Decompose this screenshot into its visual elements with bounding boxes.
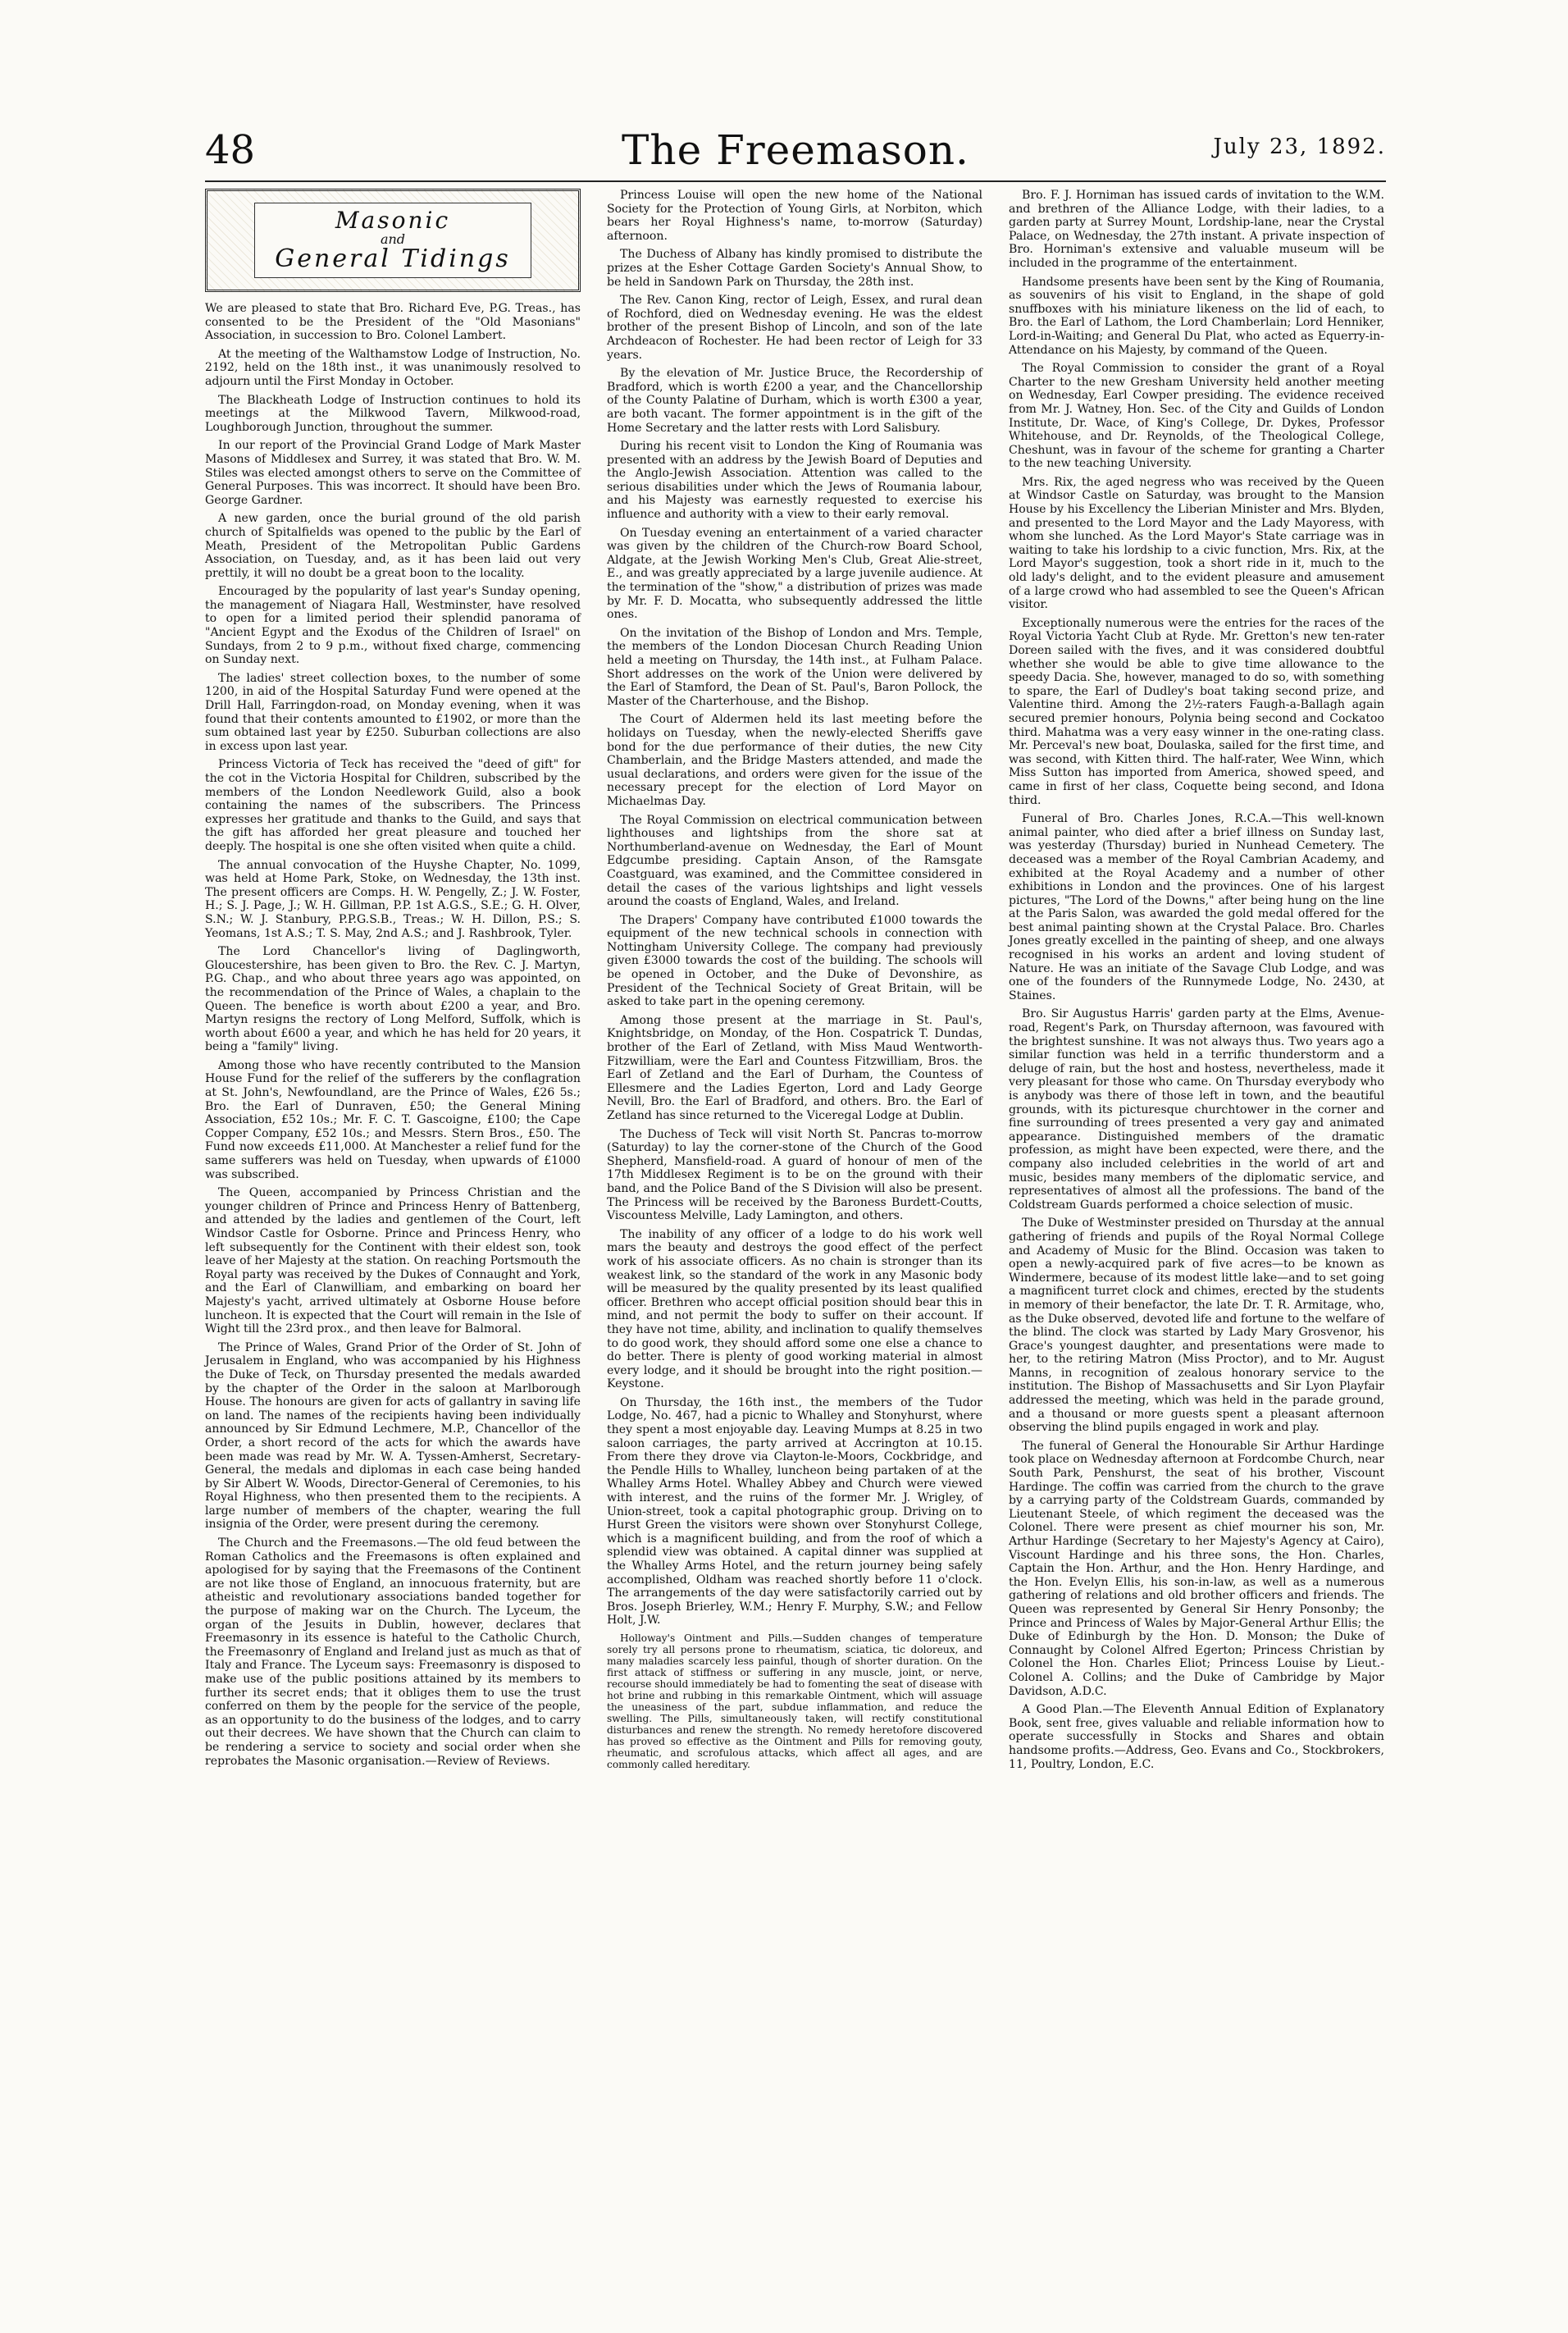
issue-date: July 23, 1892.	[1213, 135, 1386, 159]
section-banner	[205, 189, 581, 292]
paragraph: In our report of the Provincial Grand Lodge of Mark Master Masons of Middlesex and Surrey, it was stated that Bro. W. M. Stiles was elected amongst others to serve on the Committee of General Purposes. This was incorrect. It should have been Bro. George Gardner.	[205, 439, 581, 507]
banner-text	[254, 203, 531, 278]
advertisement-holloway: Holloway's Ointment and Pills.—Sudden changes of temperature sorely try all persons prone to rheumatism, sciatica, tic doloreux, and many maladies scarcely less painful, though of shorter duration. On the first attack of stiffness or suffering in any muscle, joint, or nerve, recourse should immediately be had to fomenting the seat of disease with hot brine and rubbing in this remarkable Ointment, which will assuage the uneasiness of the part, subdue inflammation, and reduce the swelling. The Pills, simultaneously taken, will rectify constitutional disturbances and renew the strength. No remedy heretofore discovered has proved so effective as the Ointment and Pills for removing gouty, rheumatic, and scrofulous attacks, which affect all ages, and are commonly called hereditary.	[607, 1632, 982, 1770]
paragraph: We are pleased to state that Bro. Richard Eve, P.G. Treas., has consented to be the President of the "Old Masonians" Association, in succession to Bro. Colonel Lambert.	[205, 302, 581, 343]
banner-line-general-tidings: General Tidings	[275, 244, 511, 274]
column-1	[205, 189, 581, 1773]
paragraph: The annual convocation of the Huyshe Chapter, No. 1099, was held at Home Park, Stoke, on Wednesday, the 13th inst. The present officers are Comps. H. W. Pengelly, Z.; J. W. Foster, H.; S. J. Page, J.; W. H. Gillman, P.P. 1st A.G.S., S.E.; G. H. Olver, S.N.; W. J. Stanbury, P.P.G.S.B., Treas.; W. H. Dillon, P.S.; S. Yeomans, 1st A.S.; T. S. May, 2nd A.S.; and J. Rashbrook, Tyler.	[205, 858, 581, 940]
paragraph: The Duke of Westminster presided on Thursday at the annual gathering of friends and pupils of the Royal Normal College and Academy of Music for the Blind. Occasion was taken to open a newly-acquired park of five acres—to be known as Windermere, because of its modest little lake—and to set going a magnificent turret clock and chimes, erected by the students in memory of their benefactor, the late Dr. T. R. Armitage, who, as the Duke observed, devoted life and fortune to the welfare of the blind. The clock was started by Lady Mary Grosvenor, his Grace's youngest daughter, and presentations were made to her, to the retiring Matron (Miss Proctor), and to Mr. August Manns, in recognition of zealous honorary service to the institution. The Bishop of Massachusetts and Sir Lyon Playfair addressed the meeting, which was held in the parade ground, and a thousand or more guests spent a pleasant afternoon observing the blind pupils engaged in work and play.	[1009, 1217, 1384, 1435]
paragraph: The Blackheath Lodge of Instruction continues to hold its meetings at the Milkwood Tavern, Milkwood-road, Loughborough Junction, throughout the summer.	[205, 393, 581, 434]
paragraph: Exceptionally numerous were the entries for the races of the Royal Victoria Yacht Club at Ryde. Mr. Gretton's new ten-rater Doreen sailed with the fives, and it was considered doubtful whether she would be able to give time allowance to the speedy Dacia. She, however, managed to do so, with something to spare, the Earl of Dudley's boat taking second prize, and Valentine third. Among the 2½-raters Faugh-a-Ballagh again secured premier honours, Polynia being second and Cockatoo third. Mahatma was a very easy winner in the one-rating class. Mr. Perceval's new boat, Doulaska, sailed for the first time, and was second, with Kitten third. The half-rater, Wee Winn, which Miss Sutton has imported from America, showed speed, and came in first of her class, Coquette being second, and Idona third.	[1009, 616, 1384, 807]
paragraph: The Duchess of Albany has kindly promised to distribute the prizes at the Esher Cottage Garden Society's Annual Show, to be held in Sandown Park on Thursday, the 28th inst.	[607, 248, 982, 289]
paragraph: The funeral of General the Honourable Sir Arthur Hardinge took place on Wednesday afternoon at Fordcombe Church, near South Park, Penshurst, the seat of his brother, Viscount Hardinge. The coffin was carried from the church to the grave by a carrying party of the Coldstream Guards, commanded by Lieutenant Steele, of which regiment the deceased was the Colonel. There were present as chief mourner his son, Mr. Arthur Hardinge (Secretary to her Majesty's Agency at Cairo), Viscount Hardinge and his three sons, the Hon. Charles, Captain the Hon. Arthur, and the Hon. Henry Hardinge, and the Hon. Evelyn Ellis, his son-in-law, as well as a numerous gathering of relations and old brother officers and friends. The Queen was represented by General Sir Henry Ponsonby; the Prince and Princess of Wales by Major-General Arthur Ellis; the Duke of Edinburgh by the Hon. D. Monson; the Duke of Connaught by Colonel Alfred Egerton; Princess Christian by Colonel the Hon. Charles Eliot; Princess Louise by Lieut.-Colonel A. Collins; and the Duke of Cambridge by Major Davidson, A.D.C.	[1009, 1439, 1384, 1698]
paragraph: The Duchess of Teck will visit North St. Pancras to-morrow (Saturday) to lay the corner-stone of the Church of the Good Shepherd, Mansfield-road. A guard of honour of men of the 17th Middlesex Regiment is to be on the ground with their band, and the Police Band of the S Division will also be present. The Princess will be received by the Baroness Burdett-Coutts, Viscountess Melville, Lady Lamington, and others.	[607, 1127, 982, 1223]
paragraph: During his recent visit to London the King of Roumania was presented with an address by the Jewish Board of Deputies and the Anglo-Jewish Association. Attention was called to the serious disabilities under which the Jews of Roumania labour, and his Majesty was earnestly requested to exercise his influence and authority with a view to their early removal.	[607, 440, 982, 522]
column-3	[1009, 189, 1384, 1776]
paragraph: A new garden, once the burial ground of the old parish church of Spitalfields was opened to the public by the Earl of Meath, President of the Metropolitan Public Gardens Association, on Tuesday, and, as it has been laid out very prettily, it will no doubt be a great boon to the locality.	[205, 512, 581, 580]
paragraph: Bro. F. J. Horniman has issued cards of invitation to the W.M. and brethren of the Alliance Lodge, with their ladies, to a garden party at Surrey Mount, Lordship-lane, near the Crystal Palace, on Wednesday, the 27th instant. A private inspection of Bro. Horniman's extensive and valuable museum will be included in the programme of the entertainment.	[1009, 189, 1384, 270]
paragraph: On Tuesday evening an entertainment of a varied character was given by the children of the Church-row Board School, Aldgate, at the Jewish Working Men's Club, Great Alie-street, E., and was greatly appreciated by a large juvenile audience. At the termination of the "show," a distribution of prizes was made by Mr. F. D. Mocatta, who subsequently addressed the little ones.	[607, 526, 982, 622]
paragraph: Princess Victoria of Teck has received the "deed of gift" for the cot in the Victoria Hospital for Children, subscribed by the members of the London Needlework Guild, also a book containing the names of the subscribers. The Princess expresses her gratitude and thanks to the Guild, and says that the gift has afforded her great pleasure and touched her deeply. The hospital is one she often visited when quite a child.	[205, 758, 581, 853]
paragraph: The Court of Aldermen held its last meeting before the holidays on Tuesday, when the newly-elected Sheriffs gave bond for the due performance of their duties, the new City Chamberlain, and the Bridge Masters attended, and made the usual declarations, and orders were given for the issue of the necessary precept for the election of Lord Mayor on Michaelmas Day.	[607, 713, 982, 808]
page-header	[205, 125, 1386, 176]
paragraph: Princess Louise will open the new home of the National Society for the Protection of Young Girls, at Norbiton, which bears her Royal Highness's name, to-morrow (Saturday) afternoon.	[607, 189, 982, 243]
paragraph: Encouraged by the popularity of last year's Sunday opening, the management of Niagara Hall, Westminster, have resolved to open for a limited period their splendid panorama of "Ancient Egypt and the Exodus of the Children of Israel" on Sundays, from 2 to 9 p.m., without fixed charge, commencing on Sunday next.	[205, 585, 581, 667]
paragraph: The Queen, accompanied by Princess Christian and the younger children of Prince and Princess Henry of Battenberg, and attended by the ladies and gentlemen of the Court, left Windsor Castle for Osborne. Prince and Princess Henry, who left subsequently for the Continent with their eldest son, took leave of her Majesty at the station. On reaching Portsmouth the Royal party was received by the Dukes of Connaught and York, and the Earl of Clanwilliam, and embarking on board her Majesty's yacht, arrived ultimately at Osborne House before luncheon. It is expected that the Court will remain in the Isle of Wight till the 23rd prox., and then leave for Balmoral.	[205, 1186, 581, 1336]
paragraph: By the elevation of Mr. Justice Bruce, the Recordership of Bradford, which is worth £200 a year, and the Chancellorship of the County Palatine of Durham, which is worth £300 a year, are both vacant. The former appointment is in the gift of the Home Secretary and the latter rests with Lord Salisbury.	[607, 367, 982, 435]
paragraph: The Rev. Canon King, rector of Leigh, Essex, and rural dean of Rochford, died on Wednesday evening. He was the eldest brother of the present Bishop of Lincoln, and son of the late Archdeacon of Rochester. He had been rector of Leigh for 33 years.	[607, 294, 982, 362]
paragraph: Funeral of Bro. Charles Jones, R.C.A.—This well-known animal painter, who died after a brief illness on Sunday last, was yesterday (Thursday) buried in Nunhead Cemetery. The deceased was a member of the Royal Cambrian Academy, and exhibited at the Royal Academy and a number of other exhibitions in London and the provinces. One of his largest pictures, "The Lord of the Downs," after being hung on the line at the Paris Salon, was awarded the gold medal offered for the best animal painting shown at the Crystal Palace. Bro. Charles Jones greatly excelled in the painting of sheep, and one always recognised in his works an ardent and loving student of Nature. He was an initiate of the Savage Club Lodge, and was one of the founders of the Runnymede Lodge, No. 2430, at Staines.	[1009, 812, 1384, 1002]
paragraph: The Royal Commission on electrical communication between lighthouses and lightships from the shore sat at Northumberland-avenue on Wednesday, the Earl of Mount Edgcumbe presiding. Captain Anson, of the Ramsgate Coastguard, was examined, and the Committee considered in detail the cases of the various lightships and light vessels around the coasts of England, Wales, and Ireland.	[607, 813, 982, 909]
page-number: 48	[205, 127, 256, 173]
paragraph: At the meeting of the Walthamstow Lodge of Instruction, No. 2192, held on the 18th inst., it was unanimously resolved to adjourn until the First Monday in October.	[205, 347, 581, 388]
paragraph: A Good Plan.—The Eleventh Annual Edition of Explanatory Book, sent free, gives valuable and reliable information how to operate successfully in Stocks and Shares and obtain handsome profits.—Address, Geo. Evans and Co., Stockbrokers, 11, Poultry, London, E.C.	[1009, 1703, 1384, 1771]
paragraph: The Lord Chancellor's living of Daglingworth, Gloucestershire, has been given to Bro. the Rev. C. J. Martyn, P.G. Chap., and who about three years ago was appointed, on the recommendation of the Prince of Wales, a chaplain to the Queen. The benefice is worth about £200 a year, and Bro. Martyn resigns the rectory of Long Melford, Suffolk, which is worth about £600 a year, and which he has held for 20 years, it being a "family" living.	[205, 945, 581, 1054]
paragraph: On the invitation of the Bishop of London and Mrs. Temple, the members of the London Diocesan Church Reading Union held a meeting on Thursday, the 14th inst., at Fulham Palace. Short addresses on the work of the Union were delivered by the Earl of Stamford, the Dean of St. Paul's, Baron Pollock, the Master of the Charterhouse, and the Bishop.	[607, 626, 982, 708]
paragraph: On Thursday, the 16th inst., the members of the Tudor Lodge, No. 467, had a picnic to Whalley and Stonyhurst, where they spent a most enjoyable day. Leaving Mumps at 8.25 in two saloon carriages, the party arrived at Accrington at 10.15. From there they drove via Clayton-le-Moors, Cockbridge, and the Pendle Hills to Whalley, luncheon being partaken of at the Whalley Arms Hotel. Whalley Abbey and Church were viewed with interest, and the ruins of the former Mr. J. Wrigley, of Union-street, took a capital photographic group. Driving on to Hurst Green the visitors were shown over Stonyhurst College, which is a magnificent building, and from the roof of which a splendid view was obtained. A capital dinner was supplied at the Whalley Arms Hotel, and the return journey being safely accomplished, Oldham was reached shortly before 11 o'clock. The arrangements of the day were satisfactorily carried out by Bros. Joseph Brierley, W.M.; Henry F. Murphy, S.W.; and Fellow Holt, J.W.	[607, 1395, 982, 1628]
paragraph: Mrs. Rix, the aged negress who was received by the Queen at Windsor Castle on Saturday, was brought to the Mansion House by his Excellency the Liberian Minister and Mrs. Blyden, and presented to the Lord Mayor and the Lady Mayoress, with whom she lunched. As the Lord Mayor's State carriage was in waiting to take his lordship to a civic function, Mrs. Rix, at the Lord Mayor's suggestion, took a short ride in it, much to the old lady's delight, and to the evident pleasure and amusement of a large crowd who had assembled to see the Queen's African visitor.	[1009, 475, 1384, 612]
paragraph: The inability of any officer of a lodge to do his work well mars the beauty and destroys the good effect of the perfect work of his associate officers. As no chain is stronger than its weakest link, so the standard of the work in any Masonic body will be measured by the quality presented by its least qualified officer. Brethren who accept official position should bear this in mind, and not permit the body to suffer on their account. If they have not time, ability, and inclination to qualify themselves to do good work, they should afford some one else a chance to do better. There is plenty of good working material in almost every lodge, and it should be brought into the right position.—Keystone.	[607, 1227, 982, 1391]
paragraph: Bro. Sir Augustus Harris' garden party at the Elms, Avenue-road, Regent's Park, on Thursday afternoon, was favoured with the brightest sunshine. It was not always thus. Two years ago a similar function was held in a terrific thunderstorm and a deluge of rain, but the host and hostess, nevertheless, made it very pleasant for those who came. On Thursday everybody who is anybody was there of those left in town, and the beautiful grounds, with its picturesque churchtower in the corner and fine surrounding of trees presented a very gay and animated appearance. Distinguished members of the dramatic profession, as might have been expected, were there, and the company also included celebrities in the world of art and music, besides many members of the diplomatic service, and representatives of almost all the professions. The band of the Coldstream Guards performed a choice selection of music.	[1009, 1007, 1384, 1212]
paragraph: The Royal Commission to consider the grant of a Royal Charter to the new Gresham University held another meeting on Wednesday, Earl Cowper presiding. The evidence received from Mr. J. Watney, Hon. Sec. of the City and Guilds of London Institute, Dr. Wace, of King's College, Dr. Dykes, Professor Whitehouse, and Dr. Reynolds, of the Theological College, Cheshunt, was in favour of the scheme for granting a Charter to the new teaching University.	[1009, 362, 1384, 471]
paragraph: The Drapers' Company have contributed £1000 towards the equipment of the new technical schools in connection with Nottingham University College. The company had previously given £3000 towards the cost of the building. The schools will be opened in October, and the Duke of Devonshire, as President of the Technical Society of Great Britain, will be asked to take part in the opening ceremony.	[607, 913, 982, 1009]
paragraph: Handsome presents have been sent by the King of Roumania, as souvenirs of his visit to England, in the shape of gold snuffboxes with his miniature likeness on the lid of each, to Bro. the Earl of Lathom, the Lord Chamberlain; Lord Henniker, Lord-in-Waiting; and General Du Plat, who acted as Equerry-in-Attendance on his Majesty, by command of the Queen.	[1009, 275, 1384, 357]
paragraph: The ladies' street collection boxes, to the number of some 1200, in aid of the Hospital Saturday Fund were opened at the Drill Hall, Farringdon-road, on Monday evening, when it was found that their contents amounted to £1902, or more than the sum obtained last year by £250. Suburban collections are also in excess upon last year.	[205, 671, 581, 753]
paragraph: The Church and the Freemasons.—The old feud between the Roman Catholics and the Freemasons is often explained and apologised for by saying that the Freemasons of the Continent are not like those of England, an innocuous fraternity, but are atheistic and revolutionary associations banded together for the purpose of making war on the Church. The Lyceum, the organ of the Jesuits in Dublin, however, declares that Freemasonry in its essence is hateful to the Catholic Church, the Freemasonry of England and Ireland just as much as that of Italy and France. The Lyceum says: Freemasonry is disposed to make use of the public positions attained by its members to further its secret ends; that it obliges them to use the trust conferred on them by the people for the service of the people, as an opportunity to do the business of the lodges, and to carry out their decrees. We have shown that the Church can claim to be rendering a service to society and social order when she reprobates the Masonic organisation.—Review of Reviews.	[205, 1536, 581, 1768]
column-2	[607, 189, 982, 1775]
paragraph: Among those present at the marriage in St. Paul's, Knightsbridge, on Monday, of the Hon. Cospatrick T. Dundas, brother of the Earl of Zetland, with Miss Maud Wentworth-Fitzwilliam, were the Earl and Countess Fitzwilliam, Bros. the Earl of Zetland and the Earl of Durham, the Countess of Ellesmere and the Ladies Egerton, Lord and Lady George Nevill, Bro. the Earl of Bradford, and others. Bro. the Earl of Zetland has since returned to the Viceregal Lodge at Dublin.	[607, 1013, 982, 1122]
paragraph: The Prince of Wales, Grand Prior of the Order of St. John of Jerusalem in England, who was accompanied by his Highness the Duke of Teck, on Thursday presented the medals awarded by the chapter of the Order in the saloon at Marlborough House. The honours are given for acts of gallantry in saving life on land. The names of the recipients having been individually announced by Sir Edmund Lechmere, M.P., Chancellor of the Order, a short record of the acts for which the awards have been made was read by Mr. W. A. Tyssen-Amherst, Secretary-General, the medals and diplomas in each case being handed by Sir Albert W. Woods, Director-General of Ceremonies, to his Royal Highness, who then presented them to the recipients. A large number of members of the chapter, wearing the full insignia of the Order, were present during the ceremony.	[205, 1340, 581, 1532]
banner-line-and: and	[380, 231, 406, 247]
masthead-title: The Freemason.	[622, 126, 969, 174]
banner-line-masonic: Masonic	[335, 207, 451, 235]
header-rule	[205, 180, 1386, 182]
paragraph: Among those who have recently contributed to the Mansion House Fund for the relief of the sufferers by the conflagration at St. John's, Newfoundland, are the Prince of Wales, £26 5s.; Bro. the Earl of Dunraven, £50; the General Mining Association, £52 10s.; Mr. F. C. T. Gascoigne, £100; the Cape Copper Company, £52 10s.; and Messrs. Stern Bros., £50. The Fund now exceeds £11,000. At Manchester a relief fund for the same sufferers was held on Tuesday, when upwards of £1000 was subscribed.	[205, 1058, 581, 1181]
